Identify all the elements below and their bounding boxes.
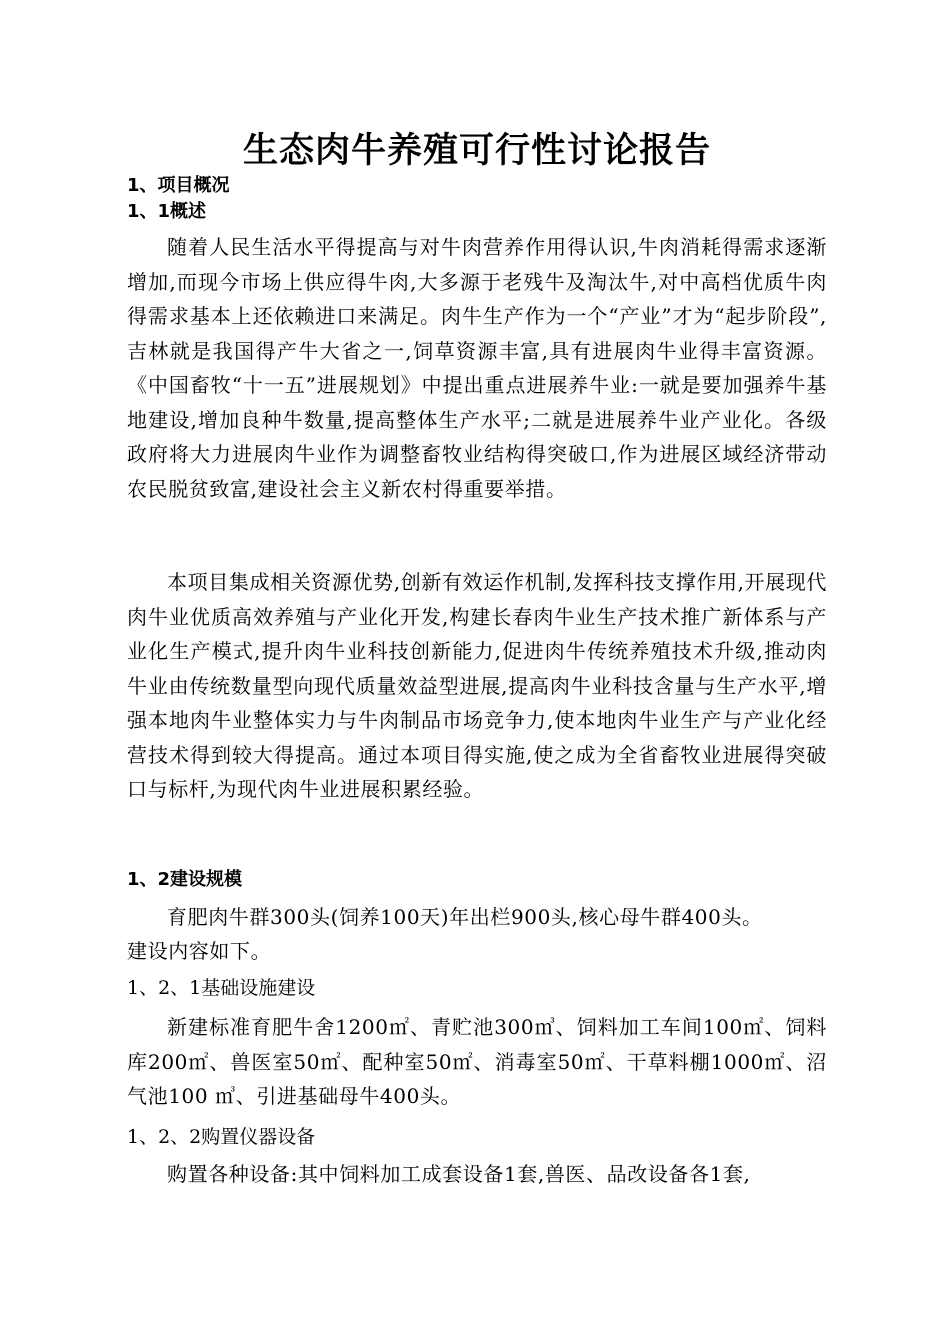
- scale-paragraph: 育肥肉牛群300头(饲养100天)年出栏900头,核心母牛群400头。: [167, 905, 763, 929]
- overview-paragraph-1: 随着人民生活水平得提高与对牛肉营养作用得认识,牛肉消耗得需求逐渐增加,而现今市场上供应得牛肉,大多源于老残牛及淘汰牛,对中高档优质牛肉得需求基本上还依赖进口来满足。肉牛生产作为一个“产业”才为“起步阶段”,吉林就是我国得产牛大省之一,饲草资源丰富,具有进展肉牛业得丰富资源。《中国畜牧“十一五”进展规划》中提出重点进展养牛业:一就是要加强养牛基地建设,增加良种牛数量,提高整体生产水平;二就是进展养牛业产业化。各级政府将大力进展肉牛业作为调整畜牧业结构得突破口,作为进展区域经济带动农民脱贫致富,建设社会主义新农村得重要举措。: [127, 235, 827, 501]
- item-heading-equipment: 1、2、2购置仪器设备: [127, 1126, 316, 1148]
- subsection-heading-overview: 1、1概述: [127, 201, 207, 222]
- section-heading-project-overview: 1、项目概况: [127, 175, 230, 196]
- construction-content-intro: 建设内容如下。: [127, 939, 272, 963]
- subsection-heading-scale: 1、2建设规模: [127, 869, 243, 890]
- document-page: [127, 0, 827, 1344]
- document-title: 生态肉牛养殖可行性讨论报告: [242, 131, 711, 171]
- infrastructure-paragraph: 新建标准育肥牛舍1200㎡、青贮池300㎥、饲料加工车间100㎡、饲料库200㎡、兽医室50㎡、配种室50㎡、消毒室50㎡、干草料棚1000㎡、沼气池100 ㎥、引进基础母牛400头。: [127, 1015, 827, 1108]
- item-heading-infrastructure: 1、2、1基础设施建设: [127, 977, 316, 999]
- overview-paragraph-2: 本项目集成相关资源优势,创新有效运作机制,发挥科技支撑作用,开展现代肉牛业优质高效养殖与产业化开发,构建长春肉牛业生产技术推广新体系与产业化生产模式,提升肉牛业科技创新能力,促进肉牛传统养殖技术升级,推动肉牛业由传统数量型向现代质量效益型进展,提高肉牛业科技含量与生产水平,增强本地肉牛业整体实力与牛肉制品市场竞争力,使本地肉牛业生产与产业化经营技术得到较大得提高。通过本项目得实施,使之成为全省畜牧业进展得突破口与标杆,为现代肉牛业进展积累经验。: [127, 570, 827, 801]
- equipment-paragraph: 购置各种设备:其中饲料加工成套设备1套,兽医、品改设备各1套,: [167, 1162, 751, 1186]
